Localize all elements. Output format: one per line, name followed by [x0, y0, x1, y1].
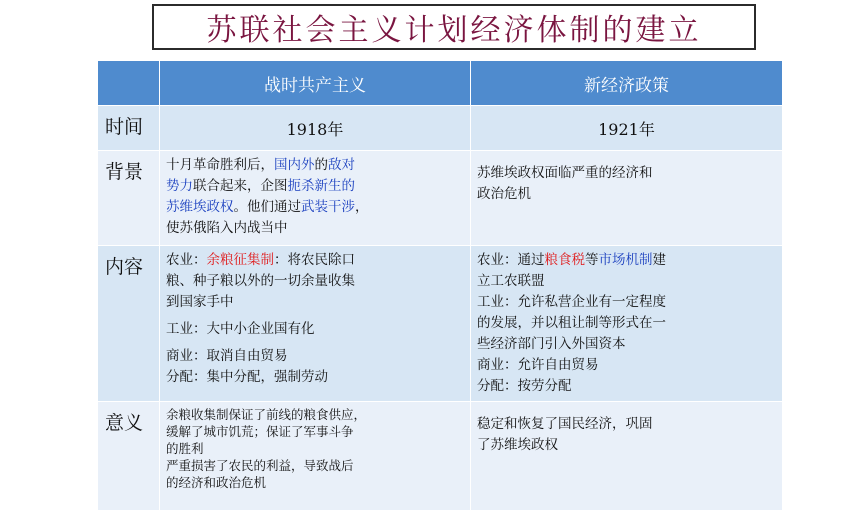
text-line: 商业：允许自由贸易 [477, 357, 599, 373]
year-nep: 1921年 [471, 106, 783, 151]
row-label-content: 内容 [98, 246, 160, 402]
highlight-text: 扼杀新生的 [287, 178, 355, 194]
year-war-communism: 1918年 [160, 106, 471, 151]
highlight-text: 武装干涉 [301, 199, 355, 215]
background-war-communism [160, 151, 471, 246]
text-line: 些经济部门引入外国资本 [477, 336, 626, 352]
text-line: 分配：按劳分配 [477, 378, 572, 394]
text-line: 了苏维埃政权 [477, 437, 558, 453]
text: ， [355, 199, 369, 215]
text-line [166, 155, 464, 176]
comparison-table [97, 60, 783, 511]
row-label-background: 背景 [98, 151, 160, 246]
text-line: 缓解了城市饥荒；保证了军事斗争 [166, 424, 354, 439]
text: 联合起来，企图 [193, 178, 288, 194]
page-title: 苏联社会主义计划经济体制的建立 [152, 4, 756, 50]
text: 的 [314, 157, 328, 173]
text: ：将农民除口 [274, 252, 355, 268]
text-line: 稳定和恢复了国民经济，巩固 [477, 416, 653, 432]
text-line: 工业：大中小企业国有化 [166, 321, 315, 337]
header-war-communism: 战时共产主义 [160, 61, 471, 106]
text-line: 苏维埃政权面临严重的经济和 [477, 165, 653, 181]
row-label-time: 时间 [98, 106, 160, 151]
text-line: 使苏俄陷入内战当中 [166, 220, 288, 236]
text-line: 的发展，并以租让制等形式在一 [477, 315, 666, 331]
text-line: 余粮收集制保证了前线的粮食供应， [166, 407, 367, 422]
header-blank [98, 61, 160, 106]
text-line: 严重损害了农民的利益，导致战后 [166, 458, 354, 473]
text: 农业：通过 [477, 252, 545, 268]
background-nep [471, 151, 783, 246]
row-label-significance: 意义 [98, 402, 160, 511]
text-line [166, 197, 464, 218]
text-line [166, 176, 464, 197]
text: 。他们通过 [233, 199, 301, 215]
highlight-text: 苏维埃政权 [166, 199, 234, 215]
table-row [98, 402, 783, 511]
text: 等 [585, 252, 599, 268]
text-line: 到国家手中 [166, 294, 234, 310]
text-line: 的经济和政治危机 [166, 475, 267, 490]
significance-nep [471, 402, 783, 511]
text: 建 [652, 252, 666, 268]
table-row [98, 106, 783, 151]
highlight-text: 敌对 [328, 157, 355, 173]
text-line [166, 250, 464, 271]
significance-war-communism [160, 402, 471, 511]
table-header-row [98, 61, 783, 106]
content-war-communism [160, 246, 471, 402]
text-line: 粮、种子粮以外的一切余量收集 [166, 273, 355, 289]
text: 农业： [166, 252, 207, 268]
highlight-text: 国内外 [274, 157, 315, 173]
table-row [98, 246, 783, 402]
header-nep: 新经济政策 [471, 61, 783, 106]
text-line: 立工农联盟 [477, 273, 545, 289]
text: 十月革命胜利后， [166, 157, 274, 173]
highlight-text: 势力 [166, 178, 193, 194]
text-line [477, 250, 776, 271]
highlight-text: 余粮征集制 [206, 252, 274, 268]
text-line: 分配：集中分配，强制劳动 [166, 369, 328, 385]
highlight-text: 粮食税 [544, 252, 585, 268]
text-line: 政治危机 [477, 186, 531, 202]
content-nep [471, 246, 783, 402]
text-line: 商业：取消自由贸易 [166, 348, 288, 364]
table-row [98, 151, 783, 246]
text-line: 的胜利 [166, 441, 204, 456]
highlight-text: 市场机制 [598, 252, 653, 268]
text-line: 工业：允许私营企业有一定程度 [477, 294, 666, 310]
